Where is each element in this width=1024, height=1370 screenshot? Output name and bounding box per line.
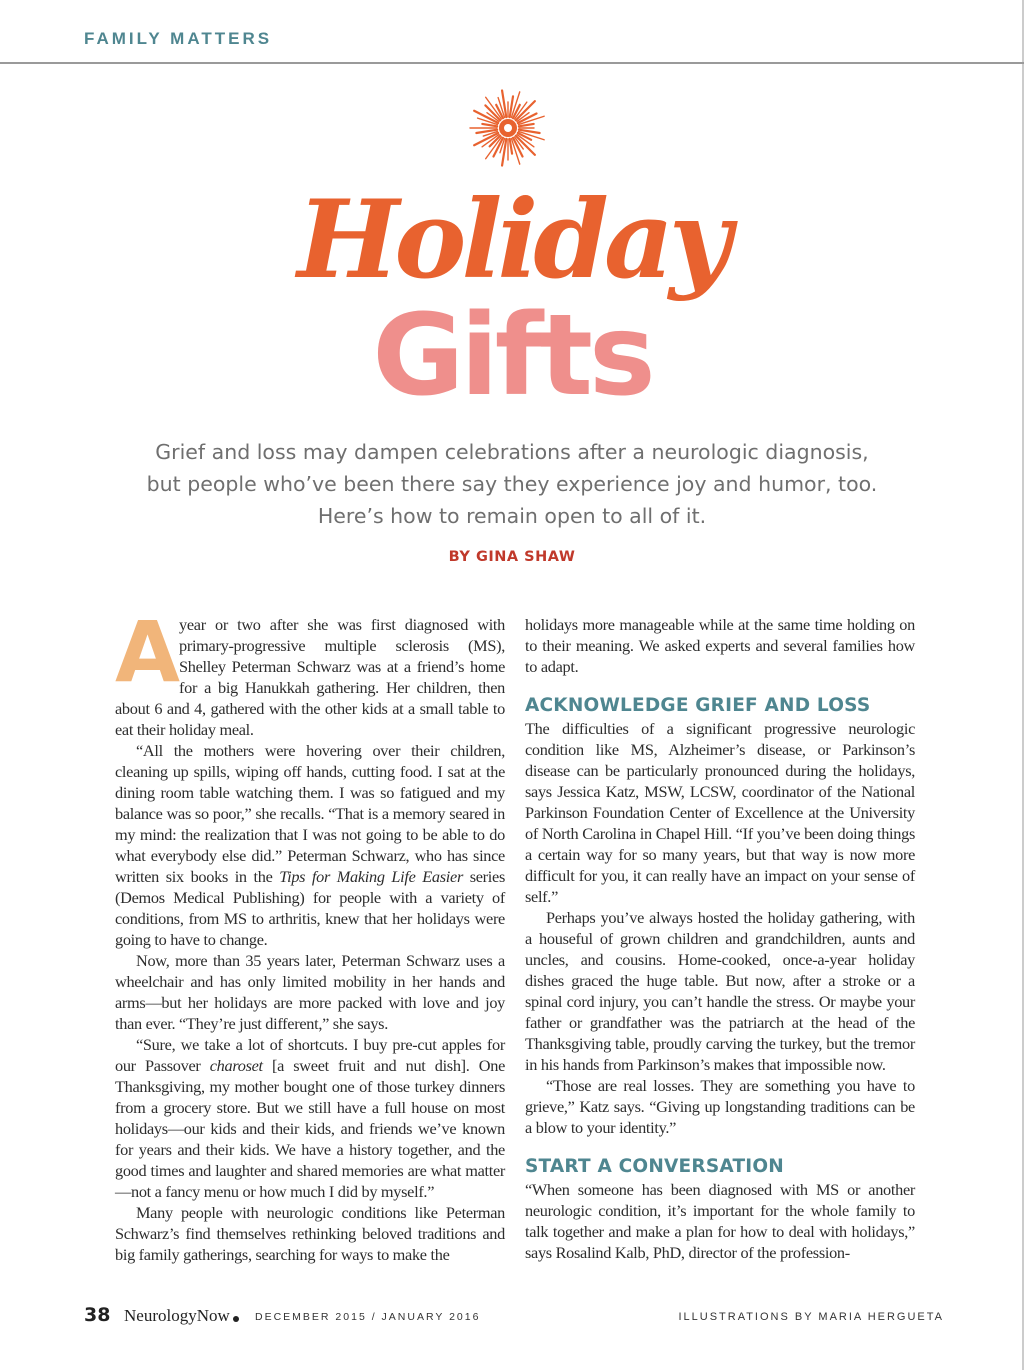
subhead-acknowledge-grief: ACKNOWLEDGE GRIEF AND LOSS (525, 695, 871, 716)
paragraph: Now, more than 35 years later, Peterman Schwarz uses a wheelchair and has only limited mobility in her hands and arms—but her holidays are more packed with love and joy than ever. “They’re just different,” she says. (115, 951, 505, 1033)
drop-cap: A (115, 603, 180, 701)
section-label: FAMILY MATTERS (84, 29, 273, 48)
magazine-name: NeurologyNow (124, 1306, 230, 1325)
paragraph-text: “Sure, we take a lot of shortcuts. I buy pre-cut apples for our Passover (115, 1035, 505, 1075)
firework-burst-illustration (466, 86, 550, 170)
dek (100, 436, 924, 532)
illustration-credit: ILLUSTRATIONS BY MARIA HERGUETA (678, 1311, 944, 1323)
subhead-start-conversation: START A CONVERSATION (525, 1156, 784, 1177)
paragraph: holidays more manageable while at the same time holding on to their meaning. We asked experts and several families how to adapt. (525, 615, 915, 676)
paragraph-text: “All the mothers were hovering over their children, cleaning up spills, wiping off hands, cutting food. I sat at the dining room table watching them. I was so fatigued and my balance was so poor,” she recalls. “That is a memory seared in my mind: the realization that I was not going to be able to do what everybody else did.” Peterman Schwarz, who has since written six books in the (115, 741, 505, 886)
title-gifts: Gifts (372, 291, 652, 421)
paragraph-text: year or two after she was first diagnosed with primary-progressive multiple sclerosis (MS), Shelley Peterman Schwarz was at a friend’s home for a big Hanukkah gathering. Her children, then about 6 and 4, gathered with the other kids at a small table to eat their holiday meal. (115, 615, 505, 739)
issue-date: DECEMBER 2015 / JANUARY 2016 (255, 1311, 481, 1323)
dek-line-2: but people who’ve been there say they experience joy and humor, too. (146, 472, 878, 496)
dek-line-3: Here’s how to remain open to all of it. (317, 504, 707, 528)
italic-term: charoset (209, 1056, 263, 1075)
paragraph (115, 740, 505, 950)
paragraph: Many people with neurologic conditions like Peterman Schwarz’s find themselves rethinking beloved traditions and big family gatherings, searching for ways to make the (115, 1203, 505, 1264)
header-rule (0, 62, 1024, 64)
page-number: 38 (84, 1304, 111, 1326)
paragraph: The difficulties of a significant progressive neurologic condition like MS, Alzheimer’s disease, or Parkinson’s disease can be particularly pronounced during the holidays, says Jessica Katz, MSW, LCSW, coordinator of the National Parkinson Foundation Center of Excellence at the University of North Carolina in Chapel Hill. “If you’ve been doing things a certain way for so many years, but that way is now more difficult for you, it can really have an impact on your sense of self.” (525, 719, 915, 906)
bullet-separator (233, 1316, 239, 1322)
paragraph: Perhaps you’ve always hosted the holiday gathering, with a houseful of grown children and grandchildren, aunts and uncles, and cousins. Home-cooked, once-a-year holiday dishes graced the huge table. But now, after a stroke or a spinal cord injury, you can’t handle the stress. Or maybe your father or grandfather was the patriarch at the head of the Thanksgiving table, proudly carving the turkey, but the tremor in his hands from Parkinson’s makes that impossible now. (525, 908, 915, 1074)
byline: BY GINA SHAW (448, 549, 576, 565)
page-footer (84, 1304, 944, 1332)
paragraph (115, 603, 505, 740)
paragraph (115, 1034, 505, 1202)
paragraph-text: [a sweet fruit and nut dish]. One Thanksgiving, my mother bought one of those turkey dinners from a grocery store. But we still have a full house on most holidays—our kids and their kids, and friends we’ve known for years and their kids. We have a history together, and the good times and laughter and shared memories are what matter—not a fancy menu or how much I did by myself.” (115, 1056, 505, 1201)
title-holiday: Holiday (297, 177, 727, 303)
paragraph-text: series (Demos Medical Publishing) for people with a variety of conditions, from MS to arthritis, knew that her holidays were going to have to change. (115, 867, 505, 949)
article-column-right (525, 614, 915, 1263)
article-column-left (115, 603, 505, 1265)
dek-line-1: Grief and loss may dampen celebrations after a neurologic diagnosis, (155, 440, 869, 464)
paragraph: “Those are real losses. They are something you have to grieve,” Katz says. “Giving up longstanding traditions can be a blow to your identity.” (525, 1076, 915, 1137)
book-title: Tips for Making Life Easier (279, 867, 463, 886)
paragraph: “When someone has been diagnosed with MS or another neurologic condition, it’s important for the whole family to talk together and make a plan for how to deal with holidays,” says Rosalind Kalb, PhD, director of the profession- (525, 1180, 915, 1262)
